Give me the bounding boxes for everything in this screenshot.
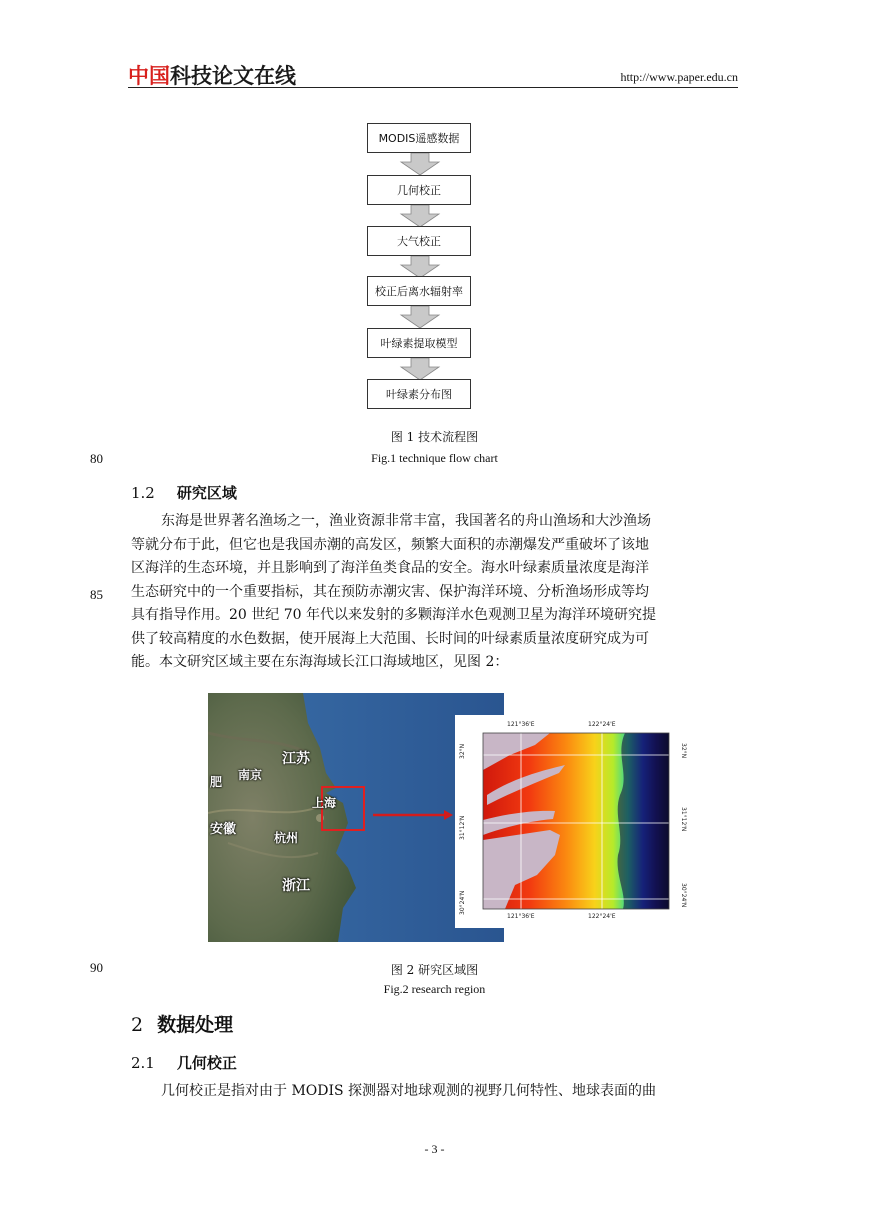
paragraph-line: 东海是世界著名渔场之一，渔业资源非常丰富，我国著名的舟山渔场和大沙渔场 xyxy=(161,513,651,529)
paragraph-line: 生态研究中的一个重要指标，其在预防赤潮灾害、保护海洋环境、分析渔场形成等均 xyxy=(131,583,649,600)
map-label: 杭州 xyxy=(274,831,299,845)
flow-step: 几何校正 xyxy=(367,175,471,205)
section-heading-2-1: 2.1 几何校正 xyxy=(131,1054,237,1072)
map-label: 肥 xyxy=(210,775,223,789)
site-url[interactable]: http://www.paper.edu.cn xyxy=(620,70,738,84)
line-number: 85 xyxy=(90,587,103,602)
figure2-caption-cn: 图 2 研究区域图 xyxy=(390,963,479,977)
section-2-1-body xyxy=(131,1080,738,1104)
inset-left-tick: 30°24'N xyxy=(459,890,466,915)
figure1-caption-en: Fig.1 technique flow chart xyxy=(371,451,498,465)
inset-right-tick: 32°N xyxy=(680,743,687,759)
section-heading-1-2: 1.2 研究区域 xyxy=(131,484,237,502)
paragraph-line: 具有指导作用。20 世纪 70 年代以来发射的多颗海洋水色观测卫星为海洋环境研究提 xyxy=(131,607,656,623)
section-1-2-body xyxy=(131,510,738,675)
inset-right-tick: 31°12'N xyxy=(680,807,687,832)
chlorophyll-inset-map xyxy=(455,715,698,928)
inset-left-tick: 32°N xyxy=(459,743,466,759)
paragraph-line: 供了较高精度的水色数据，使开展海上大范围、长时间的叶绿素质量浓度研究成为可 xyxy=(131,630,649,647)
flow-arrow-icon xyxy=(399,153,441,176)
line-number: 90 xyxy=(90,960,103,975)
journal-logo: 中国科技论文在线 xyxy=(128,64,296,88)
section-heading-2: 2 数据处理 xyxy=(131,1014,234,1036)
flow-step: 校正后离水辐射率 xyxy=(367,276,471,306)
flow-arrow-icon xyxy=(399,306,441,329)
map-label: 上海 xyxy=(312,796,337,810)
map-label: 浙江 xyxy=(282,878,310,894)
paragraph-line: 能。本文研究区域主要在东海海域长江口海域地区，见图 2： xyxy=(131,654,509,670)
page-number: - 3 - xyxy=(424,1142,445,1156)
flow-arrow-icon xyxy=(399,205,441,228)
inset-top-tick: 122°24'E xyxy=(588,721,616,728)
inset-bottom-tick: 121°36'E xyxy=(507,913,535,920)
header-divider xyxy=(128,87,738,88)
map-label: 安徽 xyxy=(210,822,237,837)
paragraph-line: 几何校正是指对由于 MODIS 探测器对地球观测的视野几何特性、地球表面的曲 xyxy=(161,1083,657,1099)
line-number: 80 xyxy=(90,451,103,466)
flow-step: 大气校正 xyxy=(367,226,471,256)
figure1-caption-cn: 图 1 技术流程图 xyxy=(390,430,479,444)
inset-left-tick: 31°12'N xyxy=(459,815,466,840)
inset-top-tick: 121°36'E xyxy=(507,721,535,728)
flow-arrow-icon xyxy=(399,358,441,381)
figure2-caption-en: Fig.2 research region xyxy=(383,982,486,996)
map-label: 南京 xyxy=(238,768,263,782)
inset-right-tick: 30°24'N xyxy=(680,883,687,908)
flow-step: MODIS遥感数据 xyxy=(367,123,471,153)
paragraph-line: 区海洋的生态环境，并且影响到了海洋鱼类食品的安全。海水叶绿素质量浓度是海洋 xyxy=(131,560,649,576)
flow-step: 叶绿素提取模型 xyxy=(367,328,471,358)
paragraph-line: 等就分布于此，但它也是我国赤潮的高发区，频繁大面积的赤潮爆发严重破坏了该地 xyxy=(131,536,649,553)
map-label: 江苏 xyxy=(282,751,310,767)
inset-bottom-tick: 122°24'E xyxy=(588,913,616,920)
flow-step: 叶绿素分布图 xyxy=(367,379,471,409)
